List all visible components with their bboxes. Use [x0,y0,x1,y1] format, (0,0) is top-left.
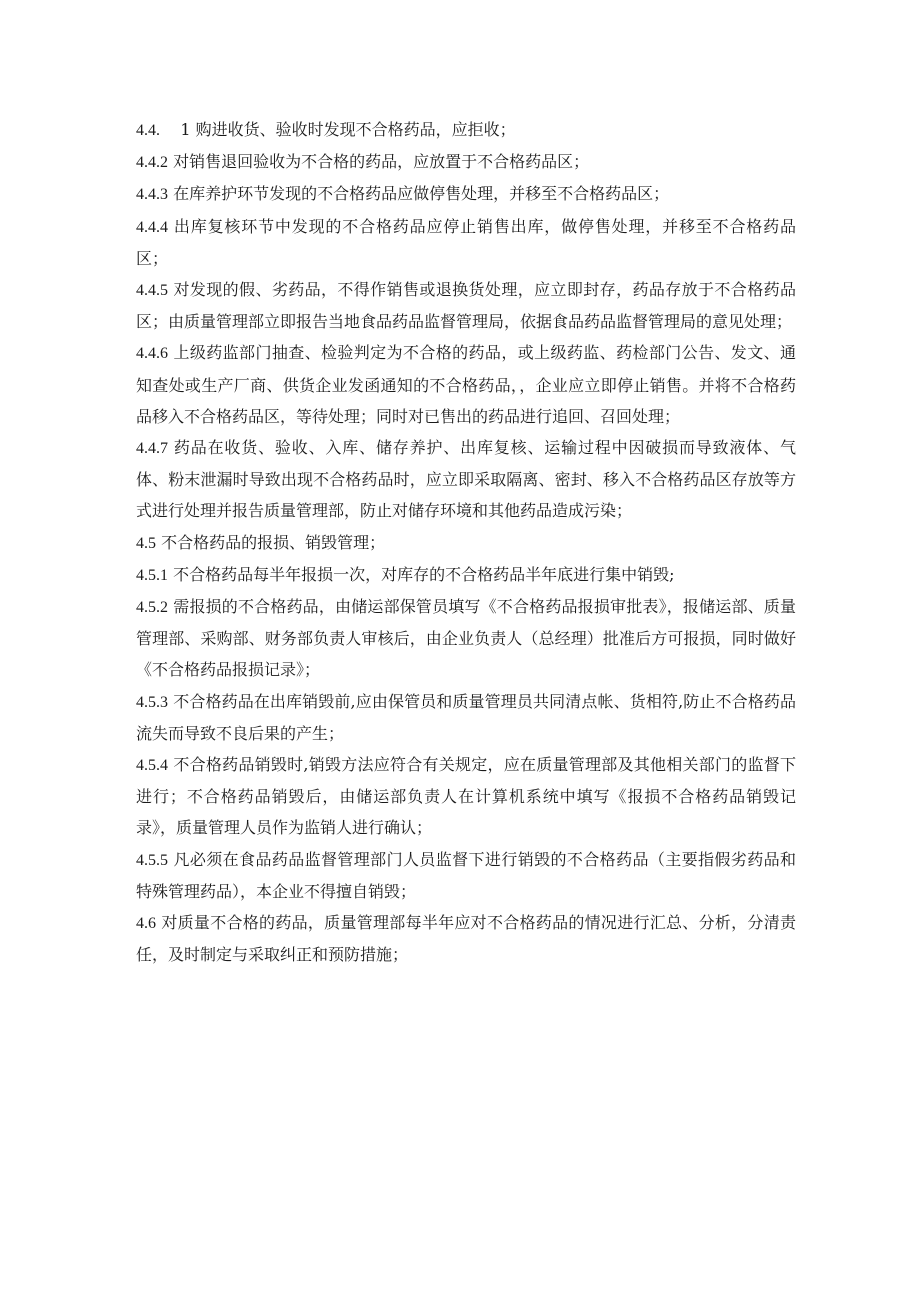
section-number: 4.4.4 [136,218,168,236]
document-body [136,114,796,970]
section-number: 4.4. [136,122,160,139]
paragraph-4-6 [136,907,796,970]
paragraph-4-4-3 [136,178,796,210]
paragraph-text: 对质量不合格的药品，质量管理部每半年应对不合格药品的情况进行汇总、分析，分清责任，及时制定与采取纠正和预防措施； [136,913,796,965]
paragraph-4-5 [136,527,796,559]
paragraph-4-5-4 [136,749,796,844]
paragraph-text: 药品在收货、验收、入库、储存养护、出库复核、运输过程中因破损而导致液体、气体、粉末泄漏时导致出现不合格药品时，应立即采取隔离、密封、移入不合格药品区存放等方式进行处理并报告质量管理部，防止对储存环境和其他药品造成污染； [136,438,796,521]
section-number: 4.5.2 [136,599,168,617]
paragraph-text: 在库养护环节发现的不合格药品应做停售处理，并移至不合格药品区； [173,184,670,204]
section-number: 4.5.5 [136,851,168,869]
paragraph-text: 1 购进收货、验收时发现不合格药品，应拒收； [180,120,516,139]
paragraph-4-5-2 [136,591,796,686]
paragraph-text: 对发现的假、劣药品，不得作销售或退换货处理，应立即封存，药品存放于不合格药品区；由质量管理部立即报告当地食品药品监督管理局，依据食品药品监督管理局的意见处理； [136,280,796,332]
section-number: 4.6 [136,915,156,933]
section-number: 4.4.2 [136,154,168,172]
section-number: 4.4.5 [136,282,168,300]
section-number: 4.4.3 [136,186,168,204]
paragraph-text: 上级药监部门抽查、检验判定为不合格的药品，或上级药监、药检部门公告、发文、通知查处或生产厂商、供货企业发函通知的不合格药品，，企业应立即停止销售。并将不合格药品移入不合格药品区，等待处理；同时对已售出的药品进行追回、召回处理； [136,343,796,426]
paragraph-4-5-1 [136,559,796,591]
section-number: 4.5 [136,534,156,552]
section-number: 4.5.4 [136,757,168,775]
section-number: 4.5.1 [136,566,168,584]
paragraph-4-5-5 [136,844,796,907]
section-number: 4.5.3 [136,693,168,711]
paragraph-4-4-4 [136,211,796,274]
section-number: 4.4.6 [136,345,168,363]
paragraph-4-4-6 [136,337,796,432]
paragraph-4-4-7 [136,432,796,527]
paragraph-text: 需报损的不合格药品，由储运部保管员填写《不合格药品报损审批表》，报储运部、质量管理部、采购部、财务部负责人审核后，由企业负责人（总经理）批准后方可报损，同时做好《不合格药品报损记录》； [136,597,796,680]
paragraph-text: 不合格药品每半年报损一次，对库存的不合格药品半年底进行集中销毁; [173,564,675,584]
paragraph-text: 不合格药品的报损、销毁管理； [161,532,386,552]
section-number: 4.4.7 [136,440,168,458]
paragraph-4-4-1 [136,114,796,146]
paragraph-4-5-3 [136,686,796,749]
paragraph-text: 对销售退回验收为不合格的药品，应放置于不合格药品区； [173,152,590,172]
paragraph-text: 不合格药品在出库销毁前,应由保管员和质量管理员共同清点帐、货相符,防止不合格药品流失而导致不良后果的产生； [136,691,796,743]
paragraph-text: 凡必须在食品药品监督管理部门人员监督下进行销毁的不合格药品（主要指假劣药品和特殊管理药品），本企业不得擅自销毁； [136,849,796,901]
paragraph-4-4-2 [136,146,796,178]
paragraph-4-4-5 [136,274,796,337]
paragraph-text: 出库复核环节中发现的不合格药品应停止销售出库，做停售处理，并移至不合格药品区； [136,216,796,268]
paragraph-text: 不合格药品销毁时,销毁方法应符合有关规定，应在质量管理部及其他相关部门的监督下进行；不合格药品销毁后，由储运部负责人在计算机系统中填写《报损不合格药品销毁记录》，质量管理人员作为监销人进行确认； [136,755,796,838]
